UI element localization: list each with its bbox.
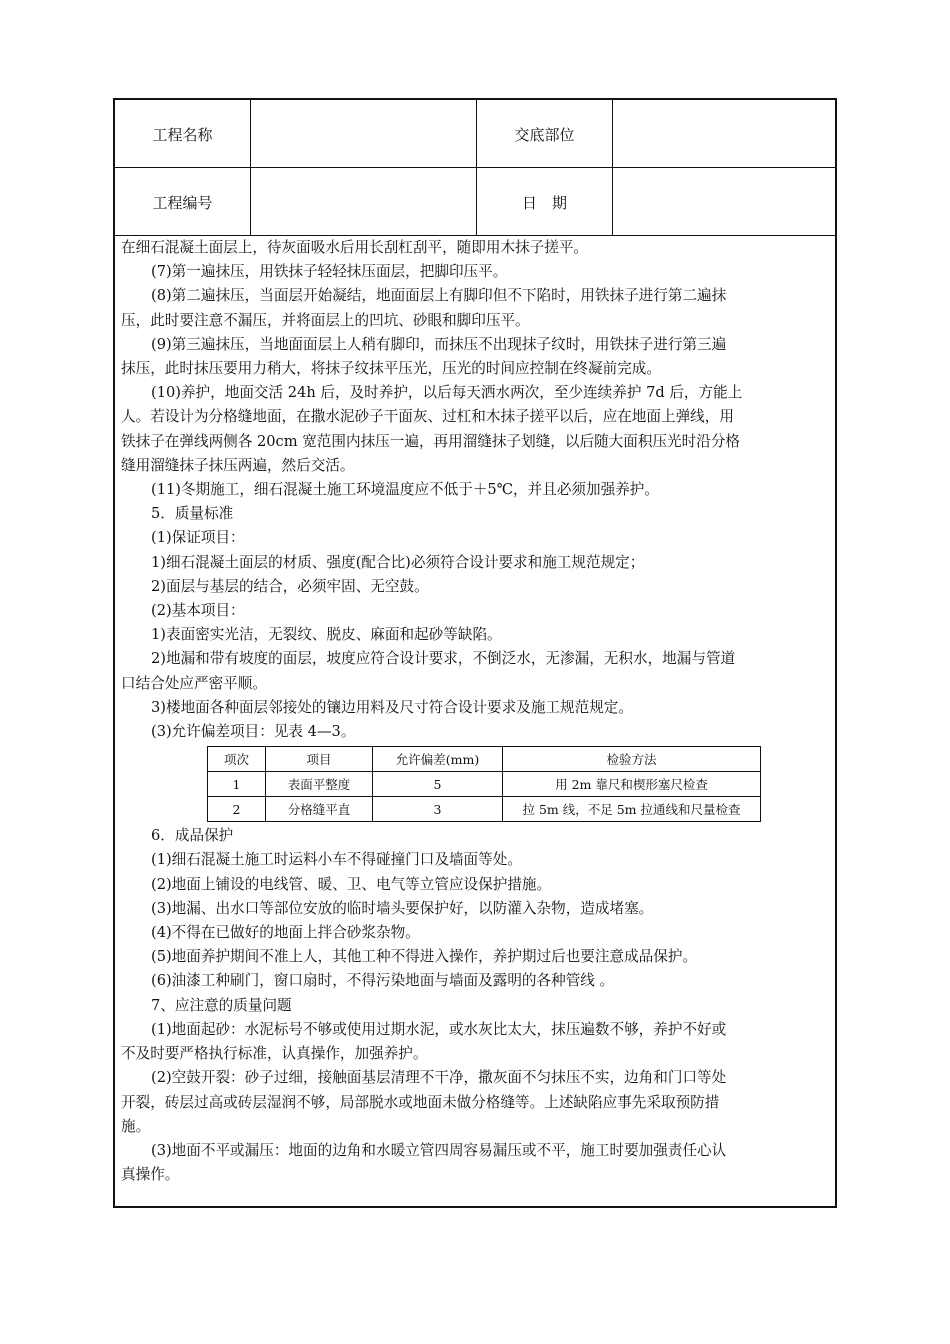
body-line: (3)允许偏差项目：见表 4—3。 <box>151 723 356 741</box>
body-line: (10)养护，地面交活 24h 后，及时养护，以后每天洒水两次，至少连续养护 7d 后，方能上 <box>151 384 743 402</box>
body-line: 开裂，砖层过高或砖层湿润不够，局部脱水或地面未做分格缝等。上述缺陷应事先采取预防措 <box>121 1093 720 1111</box>
body-line: (7)第一遍抹压，用铁抹子轻轻抹压面层，把脚印压平。 <box>151 263 508 281</box>
table-header-cell: 允许偏差(mm) <box>373 747 503 772</box>
body-line: 施。 <box>121 1117 151 1135</box>
divider <box>115 167 835 168</box>
handover-part-label: 交底部位 <box>514 125 575 144</box>
body-line: (4)不得在已做好的地面上拌合砂浆杂物。 <box>151 924 420 942</box>
table-header-row <box>208 747 761 772</box>
body-line: (2)地面上铺设的电线管、暖、卫、电气等立管应设保护措施。 <box>151 875 552 893</box>
body-line: (2)空鼓开裂：砂子过细，接触面基层清理不干净，撒灰面不匀抹压不实，边角和门口等处 <box>151 1069 727 1087</box>
table-header-cell: 检验方法 <box>503 747 761 772</box>
body-line: (2)基本项目： <box>151 602 245 620</box>
body-line: 抹压，此时抹压要用力稍大，将抹子纹抹平压光，压光的时间应控制在终凝前完成。 <box>121 360 661 378</box>
section-heading: 7、应注意的质量问题 <box>151 996 292 1014</box>
disclosure-body <box>121 236 831 1187</box>
header-table <box>115 100 835 236</box>
table-cell: 3 <box>373 797 503 822</box>
section-heading: 6．成品保护 <box>151 827 234 845</box>
body-line: 2)面层与基层的结合，必须牢固、无空鼓。 <box>151 577 429 595</box>
project-no-value[interactable] <box>251 168 476 236</box>
divider <box>250 100 251 236</box>
body-line: 口结合处应严密平顺。 <box>121 674 267 692</box>
body-line: (5)地面养护期间不准上人，其他工种不得进入操作，养护期过后也要注意成品保护。 <box>151 948 698 966</box>
body-line: 3)楼地面各种面层邻接处的镶边用料及尺寸符合设计要求及施工规范规定。 <box>151 698 633 716</box>
table-cell: 2 <box>208 797 266 822</box>
table-row <box>208 772 761 797</box>
project-name-label: 工程名称 <box>152 125 213 144</box>
section-heading: 5．质量标准 <box>151 505 234 523</box>
body-line: (11)冬期施工，细石混凝土施工环境温度应不低于＋5℃，并且必须加强养护。 <box>151 481 659 499</box>
body-line: 1)表面密实光洁，无裂纹、脱皮、麻面和起砂等缺陷。 <box>151 626 502 644</box>
body-line: (8)第二遍抹压，当面层开始凝结，地面面层上有脚印但不下陷时，用铁抹子进行第二遍抹 <box>151 287 727 305</box>
divider <box>476 100 477 236</box>
table-cell: 用 2m 靠尺和楔形塞尺检查 <box>503 772 761 797</box>
date-value[interactable] <box>613 168 835 236</box>
body-line: 人。若设计为分格缝地面，在撒水泥砂子干面灰、过杠和木抹子搓平以后，应在地面上弹线，用 <box>121 408 734 426</box>
body-line: (9)第三遍抹压，当地面面层上人稍有脚印，而抹压不出现抹子纹时，用铁抹子进行第三遍 <box>151 335 727 353</box>
table-cell: 5 <box>373 772 503 797</box>
deviation-table <box>207 746 761 822</box>
table-header-cell: 项目 <box>266 747 373 772</box>
handover-part-value[interactable] <box>613 100 835 168</box>
disclosure-form <box>113 98 837 1208</box>
body-line: (1)细石混凝土施工时运料小车不得碰撞门口及墙面等处。 <box>151 851 522 869</box>
table-cell: 拉 5m 线，不足 5m 拉通线和尺量检查 <box>503 797 761 822</box>
body-line: 铁抹子在弹线两侧各 20cm 宽范围内抹压一遍，再用溜缝抹子划缝，以后随大面积压光时沿分格 <box>121 432 741 450</box>
body-line: 真操作。 <box>121 1166 180 1184</box>
body-line: (3)地面不平或漏压：地面的边角和水暖立管四周容易漏压或不平，施工时要加强责任心认 <box>151 1141 727 1159</box>
date-label: 日 期 <box>521 193 567 212</box>
table-cell: 表面平整度 <box>266 772 373 797</box>
body-line: (1)地面起砂：水泥标号不够或使用过期水泥，或水灰比太大，抹压遍数不够，养护不好或 <box>151 1020 727 1038</box>
body-line: 压，此时要注意不漏压，并将面层上的凹坑、砂眼和脚印压平。 <box>121 311 530 329</box>
project-name-value[interactable] <box>251 100 476 168</box>
project-no-label: 工程编号 <box>152 193 213 212</box>
body-line: (6)油漆工种刷门，窗口扇时，不得污染地面与墙面及露明的各种管线 。 <box>151 972 615 990</box>
body-line: 缝用溜缝抹子抹压两遍，然后交活。 <box>121 456 355 474</box>
body-line: (1)保证项目： <box>151 529 245 547</box>
table-cell: 1 <box>208 772 266 797</box>
divider <box>612 100 613 236</box>
table-cell: 分格缝平直 <box>266 797 373 822</box>
body-line: 在细石混凝土面层上，待灰面吸水后用长刮杠刮平，随即用木抹子搓平。 <box>121 239 589 256</box>
body-line: 2)地漏和带有坡度的面层，坡度应符合设计要求，不倒泛水，无渗漏，无积水，地漏与管道 <box>151 650 736 668</box>
body-line: 1)细石混凝土面层的材质、强度(配合比)必须符合设计要求和施工规范规定； <box>151 553 645 571</box>
body-line: 不及时要严格执行标准，认真操作，加强养护。 <box>121 1045 428 1063</box>
table-header-cell: 项次 <box>208 747 266 772</box>
table-row <box>208 797 761 822</box>
body-line: (3)地漏、出水口等部位安放的临时墙头要保护好，以防灌入杂物，造成堵塞。 <box>151 899 654 917</box>
